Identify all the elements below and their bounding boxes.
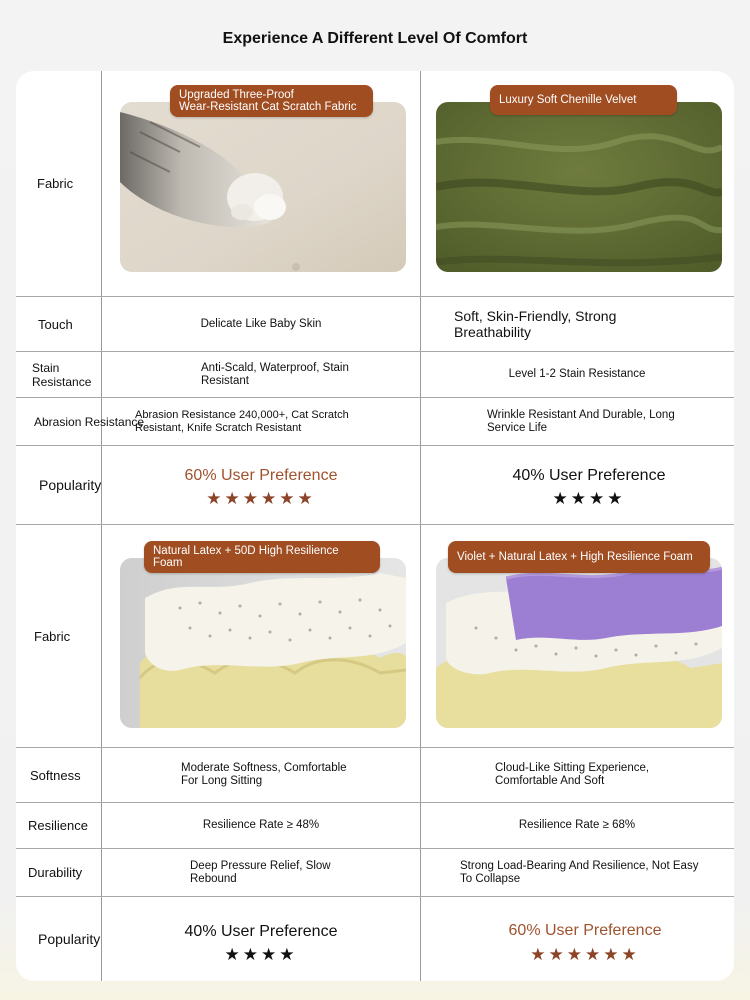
abrasion-left-value: Abrasion Resistance 240,000+, Cat Scratch Resistant, Knife Scratch Resistant xyxy=(135,408,349,434)
tag-line: Upgraded Three-Proof xyxy=(179,89,294,101)
softness-left-value: Moderate Softness, Comfortable For Long Sitting xyxy=(181,762,347,787)
star-icon: ★ xyxy=(552,489,571,508)
durability-left-value: Deep Pressure Relief, Slow Rebound xyxy=(190,859,331,885)
popularity-left-value: 60% User Preference xyxy=(184,467,338,484)
star-icon: ★ xyxy=(206,489,225,508)
star-icon: ★ xyxy=(530,945,549,964)
durability-right-value: Strong Load-Bearing And Resilience, Not Easy To Collapse xyxy=(460,859,699,885)
rating-stars xyxy=(102,489,420,509)
resilience-left-value: Resilience Rate ≥ 48% xyxy=(202,819,320,831)
stain-right-value: Level 1-2 Stain Resistance xyxy=(508,368,646,380)
star-icon: ★ xyxy=(279,489,298,508)
star-icon: ★ xyxy=(603,945,622,964)
star-icon: ★ xyxy=(261,945,280,964)
popularity-right-value: 40% User Preference xyxy=(512,467,666,484)
softness-right-value: Cloud-Like Sitting Experience, Comfortable And Soft xyxy=(495,762,650,787)
star-icon: ★ xyxy=(242,489,261,508)
row-label-abrasion-resistance: Abrasion Resistance xyxy=(34,414,145,429)
popularity-right-value: 60% User Preference xyxy=(508,922,662,939)
rating-stars xyxy=(426,945,734,965)
latex-foam-tag: Natural Latex + 50D High Resilience Foam xyxy=(144,541,380,573)
star-icon: ★ xyxy=(548,945,567,964)
row-divider xyxy=(16,896,734,897)
row-label-popularity: Popularity xyxy=(39,477,102,493)
star-icon: ★ xyxy=(224,945,243,964)
star-icon: ★ xyxy=(297,489,316,508)
star-icon: ★ xyxy=(621,945,640,964)
violet-latex-foam-image xyxy=(436,558,722,728)
row-label-fabric: Fabric xyxy=(37,176,74,191)
star-icon: ★ xyxy=(570,489,589,508)
star-icon: ★ xyxy=(224,489,243,508)
star-icon: ★ xyxy=(607,489,626,508)
row-label-fabric: Fabric xyxy=(34,628,71,644)
resilience-right-value: Resilience Rate ≥ 68% xyxy=(518,819,636,831)
row-label-stain-resistance: Stain Resistance xyxy=(32,360,92,389)
latex-foam-image xyxy=(120,558,406,728)
row-label-popularity: Popularity xyxy=(38,931,101,947)
row-label-softness: Softness xyxy=(30,767,81,783)
row-label-durability: Durability xyxy=(28,865,83,880)
chenille-velvet-image xyxy=(436,102,722,272)
cat-scratch-fabric-tag xyxy=(170,85,373,117)
row-label-touch: Touch xyxy=(38,316,73,332)
rating-stars xyxy=(102,945,420,965)
star-icon: ★ xyxy=(279,945,298,964)
star-icon: ★ xyxy=(585,945,604,964)
row-label-resilience: Resilience xyxy=(28,818,88,833)
cat-scratch-fabric-image xyxy=(120,102,406,272)
popularity-left-value: 40% User Preference xyxy=(184,923,338,940)
touch-left-value: Delicate Like Baby Skin xyxy=(200,317,322,330)
row-divider xyxy=(16,445,734,446)
star-icon: ★ xyxy=(261,489,280,508)
abrasion-right-value: Wrinkle Resistant And Durable, Long Service Life xyxy=(487,408,675,434)
tag-line: Wear-Resistant Cat Scratch Fabric xyxy=(179,101,357,113)
row-divider xyxy=(16,524,734,525)
page-title: Experience A Different Level Of Comfort xyxy=(222,30,528,47)
touch-right-value: Soft, Skin-Friendly, Strong Breathability xyxy=(454,308,617,340)
chenille-velvet-tag: Luxury Soft Chenille Velvet xyxy=(490,85,677,115)
rating-stars xyxy=(430,489,734,509)
star-icon: ★ xyxy=(242,945,261,964)
stain-left-value: Anti-Scald, Waterproof, Stain Resistant xyxy=(201,361,349,387)
star-icon: ★ xyxy=(566,945,585,964)
violet-latex-foam-tag: Violet + Natural Latex + High Resilience Foam xyxy=(448,541,710,573)
star-icon: ★ xyxy=(589,489,608,508)
comparison-card xyxy=(16,71,734,981)
